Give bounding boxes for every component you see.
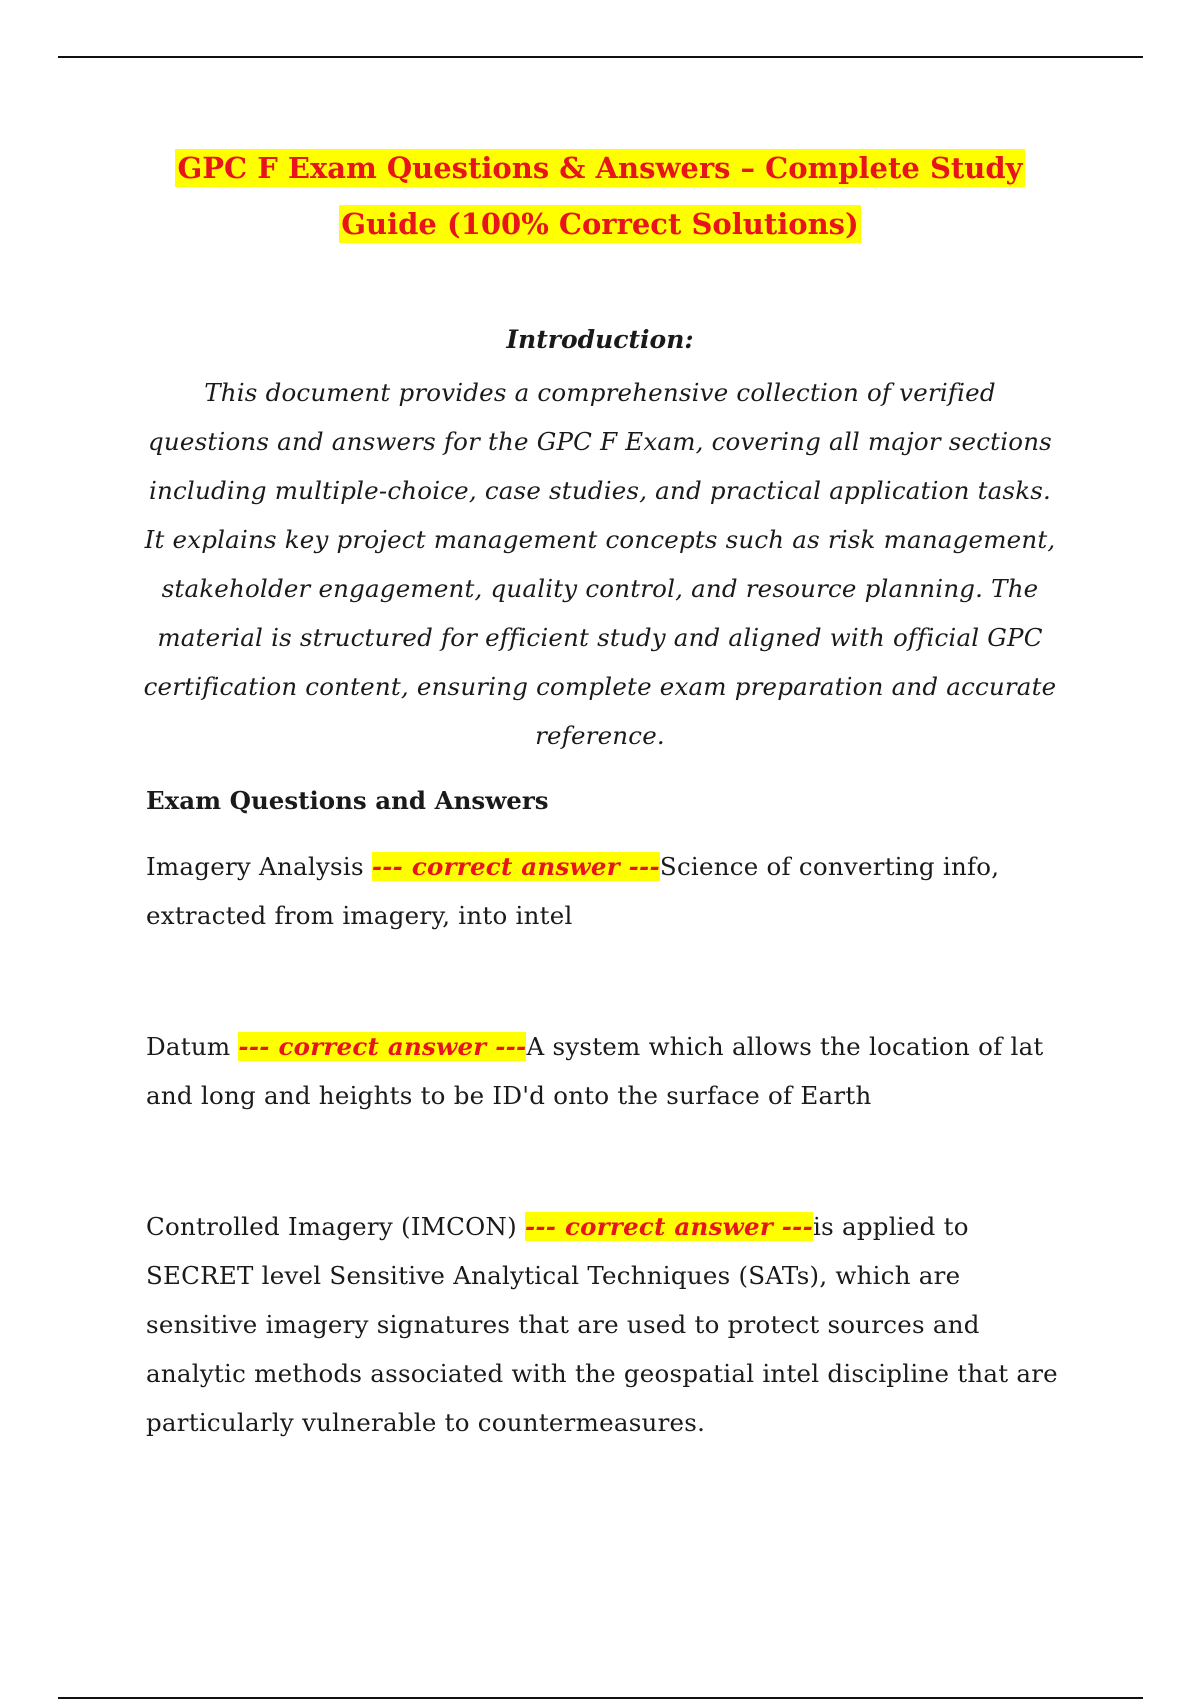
- bottom-rule: [58, 1697, 1143, 1699]
- qa-item: [146, 1202, 1066, 1447]
- introduction-body: This document provides a comprehensive collection of verified questions and answers for the GPC F Exam, covering all major sections including multiple-choice, case studies, and practical application tasks. It explains key project management concepts such as risk management, stakeholder engagement, quality control, and resource planning. The material is structured for efficient study and aligned with official GPC certification content, ensuring complete exam preparation and accurate reference.: [143, 378, 1057, 750]
- qa-term: Imagery Analysis: [146, 852, 372, 881]
- correct-answer-marker: --- correct answer ---: [371, 852, 660, 881]
- qa-term: Controlled Imagery (IMCON): [146, 1212, 525, 1241]
- section-heading: Exam Questions and Answers: [146, 786, 549, 815]
- qa-answer: is applied to SECRET level Sensitive Analytical Techniques (SATs), which are sensitive imagery signatures that are used to protect sources and analytic methods associated with the geospatial intel discipline that are particularly vulnerable to countermeasures.: [146, 1212, 1058, 1437]
- qa-answer: A system which allows the location of lat and long and heights to be ID'd onto the surface of Earth: [146, 1032, 1044, 1110]
- qa-item: [146, 1022, 1066, 1120]
- correct-answer-marker: --- correct answer ---: [524, 1212, 814, 1241]
- top-rule: [58, 56, 1143, 58]
- document-title: [120, 140, 1080, 252]
- introduction-heading: Introduction:: [506, 325, 694, 354]
- qa-term: Datum: [146, 1032, 239, 1061]
- title-line-1: GPC F Exam Questions & Answers – Complete Study: [177, 151, 1023, 185]
- correct-answer-marker: --- correct answer ---: [238, 1032, 527, 1061]
- qa-answer: Science of converting info, extracted from imagery, into intel: [146, 852, 1000, 930]
- qa-item: [146, 842, 1066, 940]
- title-line-2: Guide (100% Correct Solutions): [341, 207, 859, 241]
